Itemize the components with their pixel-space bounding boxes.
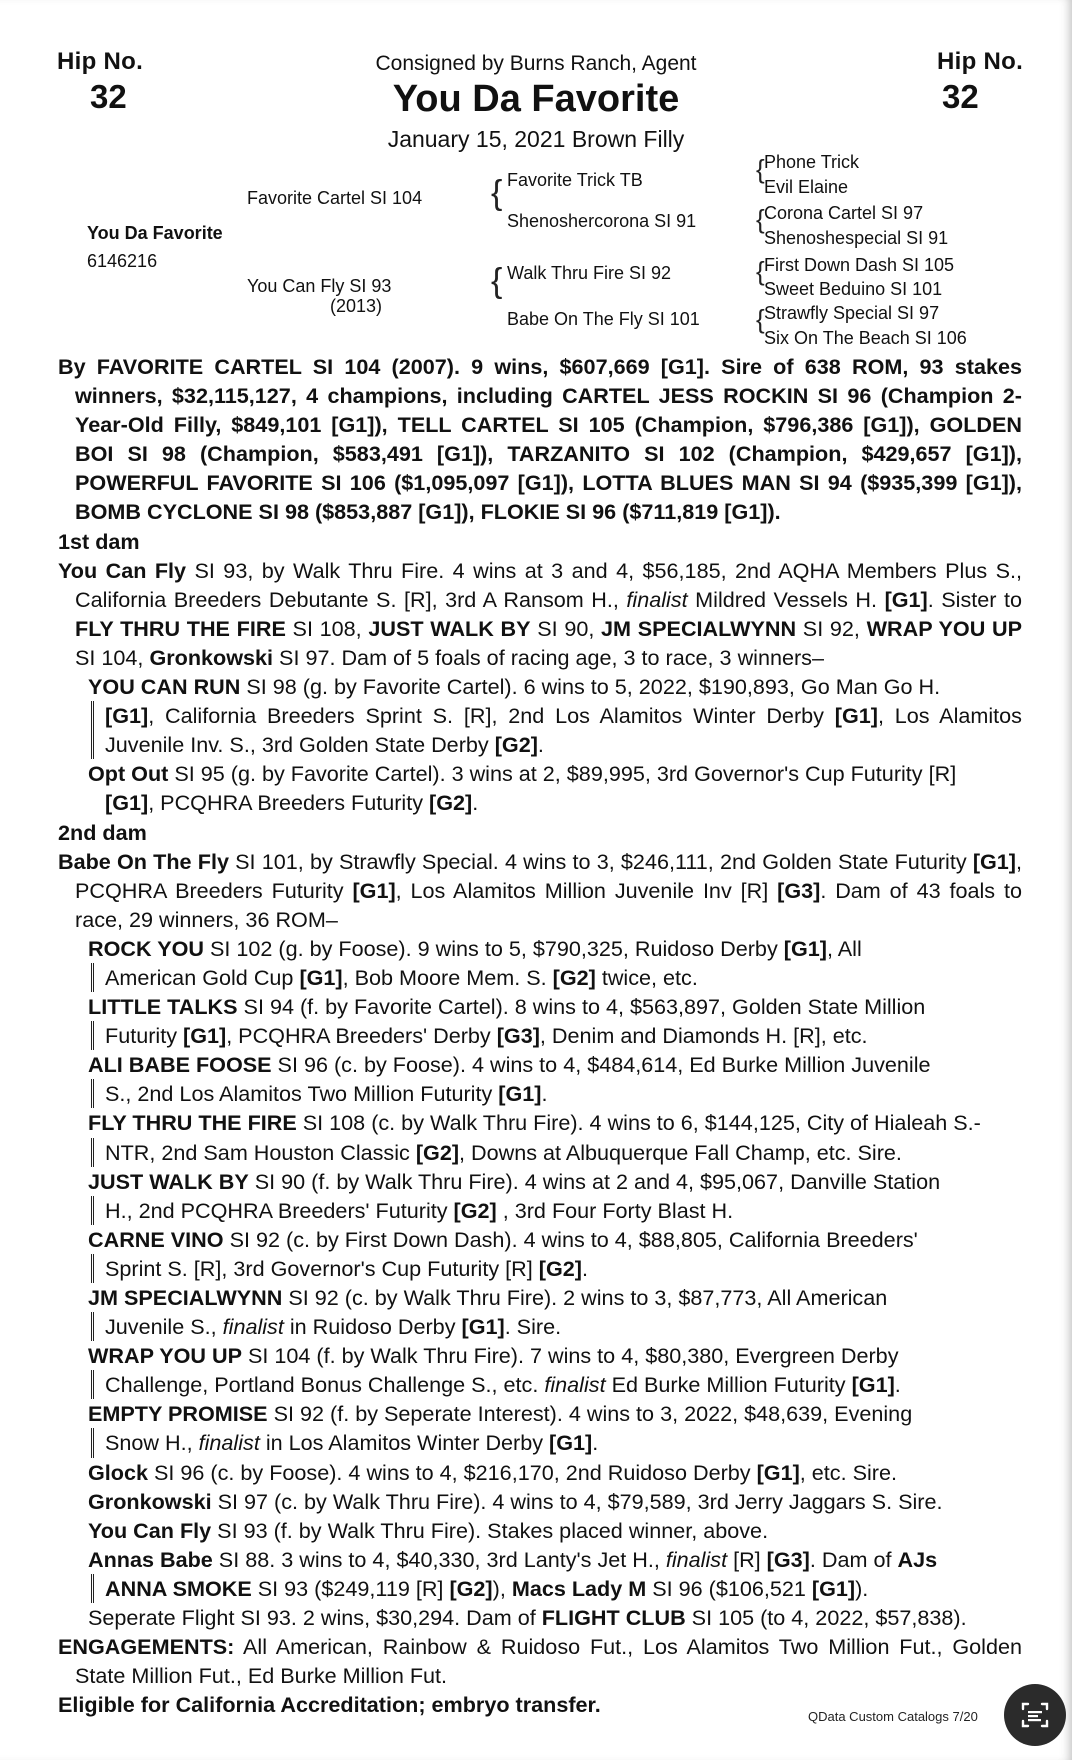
offspring-you-can-fly: You Can Fly SI 93 (f. by Walk Thru Fire). Stakes placed winner, above. (88, 1517, 769, 1543)
first-dam-name: You Can Fly (58, 557, 187, 583)
offspring-wrap-you-up: WRAP YOU UP SI 104 (f. by Walk Thru Fire). 7 wins to 4, $80,380, Evergreen Derby Challenge, Portland Bonus Challenge S., etc. finalist Ed Burke Million Futurity [G1]. (88, 1341, 1022, 1399)
pedigree-g6: Sweet Beduino SI 101 (764, 279, 943, 299)
offspring-seperate-flight: Seperate Flight SI 93. 2 wins, $30,294. Dam of FLIGHT CLUB SI 105 (to 4, 2022, $57,838). (88, 1605, 967, 1631)
offspring-gronkowski: Gronkowski SI 97 (c. by Walk Thru Fire). 4 wins to 4, $79,589, 3rd Jerry Jaggars S. Sire. (88, 1488, 943, 1514)
eligibility-line: Eligible for California Accreditation; embryo transfer. (58, 1692, 601, 1718)
pedigree-g2: Evil Elaine (764, 177, 849, 197)
engagements-label: ENGAGEMENTS: (58, 1634, 235, 1660)
offspring-glock: Glock SI 96 (c. by Foose). 4 wins to 4, $216,170, 2nd Ruidoso Derby [G1], etc. Sire. (88, 1459, 897, 1485)
catalog-body (58, 352, 1022, 1719)
first-dam-heading: 1st dam (58, 528, 140, 554)
offspring-opt-out: Opt Out SI 95 (g. by Favorite Cartel). 3 wins at 2, $89,995, 3rd Governor's Cup Futurity [R] [G1], PCQHRA Breeders Futurity [G2]. (88, 761, 957, 816)
offspring-little-talks: LITTLE TALKS SI 94 (f. by Favorite Cartel). 8 wins to 4, $563,897, Golden State Million Futurity [G1], PCQHRA Breeders' Derby [G3], Denim and Diamonds H. [R], etc. (88, 992, 1022, 1050)
footer-brand: QData Custom Catalogs 7/20 (808, 1709, 978, 1724)
brace-g2: { (756, 204, 765, 234)
offspring-carne-vino: CARNE VINO SI 92 (c. by First Down Dash). 4 wins to 4, $88,805, California Breeders' Sprint S. [R], 3rd Governor's Cup Futurity [R] [G2]. (88, 1225, 1022, 1283)
sire-paragraph: By FAVORITE CARTEL SI 104 (2007). 9 wins, $607,669 [G1]. Sire of 638 ROM, 93 stakes winners, $32,115,127, 4 champions, including CARTEL JESS ROCKIN SI 96 (Champion 2-Year-Old Filly, $849,101 [G1]), TELL CARTEL SI 105 (Champion, $796,386 [G1]), GOLDEN BOI SI 98 (Champion, $583,491 [G1]), TARZANITO SI 102 (Champion, $429,657 [G1]), POWERFUL FAVORITE SI 106 ($1,095,097 [G1]), LOTTA BLUES MAN SI 94 ($935,399 [G1]), BOMB CYCLONE SI 98 ($853,887 [G1]), FLOKIE SI 96 ($711,819 [G1]). (58, 354, 1022, 525)
pedigree-g3: Corona Cartel SI 97 (764, 203, 924, 223)
hip-label-right: Hip No. (937, 48, 1024, 75)
offspring-jm-specialwynn: JM SPECIALWYNN SI 92 (c. by Walk Thru Fire). 2 wins to 3, $87,773, All American Juvenile S., finalist in Ruidoso Derby [G1]. Sire. (88, 1283, 1022, 1341)
brace-g4: { (756, 304, 765, 334)
offspring-fly-thru-the-fire: FLY THRU THE FIRE SI 108 (c. by Walk Thru Fire). 4 wins to 6, $144,125, City of Hialeah S.- NTR, 2nd Sam Houston Classic [G2], Downs at Albuquerque Fall Champ, etc. Sire. (88, 1108, 1022, 1166)
document-scan-icon (1020, 1700, 1050, 1730)
pedigree-dam-sire: Walk Thru Fire SI 92 (507, 263, 672, 283)
first-dam-paragraph: You Can Fly SI 93, by Walk Thru Fire. 4 wins at 3 and 4, $56,185, 2nd AQHA Members Plus S., California Breeders Debutante S. [R], 3rd A Ransom H., finalist Mildred Vessels H. [G1]. Sister to FLY THRU THE FIRE SI 108, JUST WALK BY SI 90, JM SPECIALWYNN SI 92, WRAP YOU UP SI 104, Gronkowski SI 97. Dam of 5 foals of racing age, 3 to race, 3 winners– (58, 557, 1023, 670)
pedigree-dam-dam: Babe On The Fly SI 101 (507, 309, 700, 329)
brace-dam: { (491, 262, 503, 300)
pedigree-sire: Favorite Cartel SI 104 (247, 188, 423, 208)
hip-number-right: 32 (942, 78, 979, 115)
hip-number-left: 32 (90, 78, 127, 115)
offspring-ali-babe-foose: ALI BABE FOOSE SI 96 (c. by Foose). 4 wins to 4, $484,614, Ed Burke Million Juvenile S., 2nd Los Alamitos Two Million Futurity [G1]. (88, 1050, 1022, 1108)
pedigree-sire-sire: Favorite Trick TB (507, 170, 643, 190)
engagements-paragraph (58, 1632, 1022, 1690)
engagements-text: All American, Rainbow & Ruidoso Fut., Los Alamitos Two Million Fut., Golden State Million Fut., Ed Burke Million Fut. (75, 1634, 1022, 1689)
brace-g1: { (756, 154, 765, 184)
scan-document-button[interactable] (1004, 1684, 1066, 1746)
hip-label-left: Hip No. (57, 48, 144, 75)
offspring-rock-you: ROCK YOU SI 102 (g. by Foose). 9 wins to 5, $790,325, Ruidoso Derby [G1], All American Gold Cup [G1], Bob Moore Mem. S. [G2] twice, etc. (88, 934, 1022, 992)
brace-sire: { (491, 174, 503, 212)
offspring-annas-babe: Annas Babe SI 88. 3 wins to 4, $40,330, 3rd Lanty's Jet H., finalist [R] [G3]. Dam of AJs ANNA SMOKE SI 93 ($249,119 [R] [G2]), Macs Lady M SI 96 ($106,521 [G1]). (88, 1545, 1022, 1603)
pedigree-dam: You Can Fly SI 93 (247, 276, 392, 296)
consignor-line: Consigned by Burns Ranch, Agent (375, 52, 697, 75)
pedigree-sire-dam: Shenoshercorona SI 91 (507, 211, 697, 231)
pedigree-g5: First Down Dash SI 105 (764, 255, 955, 275)
second-dam-paragraph: Babe On The Fly SI 101, by Strawfly Special. 4 wins to 3, $246,111, 2nd Golden State Futurity [G1], PCQHRA Breeders Futurity [G1], Los Alamitos Million Juvenile Inv [R] [G3]. Dam of 43 foals to race, 29 winners, 36 ROM– (58, 848, 1022, 932)
offspring-just-walk-by: JUST WALK BY SI 90 (f. by Walk Thru Fire). 4 wins at 2 and 4, $95,067, Danville Station H., 2nd PCQHRA Breeders' Futurity [G2] , 3rd Four Forty Blast H. (88, 1167, 1022, 1225)
pedigree-horse: You Da Favorite (87, 223, 223, 243)
pedigree-reg-no: 6146216 (87, 251, 158, 271)
pedigree-g4: Shenoshespecial SI 91 (764, 228, 949, 248)
foal-info: January 15, 2021 Brown Filly (387, 126, 685, 152)
horse-name-title: You Da Favorite (392, 78, 680, 120)
second-dam-heading: 2nd dam (58, 819, 147, 845)
pedigree-g8: Six On The Beach SI 106 (764, 328, 967, 348)
offspring-empty-promise: EMPTY PROMISE SI 92 (f. by Seperate Interest). 4 wins to 3, 2022, $48,639, Evening Snow H., finalist in Los Alamitos Winter Derby [G1]. (88, 1399, 1022, 1457)
pedigree-g1: Phone Trick (764, 152, 860, 172)
pedigree-dam-year: (2013) (330, 296, 383, 316)
pedigree-g7: Strawfly Special SI 97 (764, 303, 940, 323)
offspring-you-can-run: YOU CAN RUN SI 98 (g. by Favorite Cartel). 6 wins to 5, 2022, $190,893, Go Man Go H. [G1], California Breeders Sprint S. [R], 2nd Los Alamitos Winter Derby [G1], Los Alamitos Juvenile Inv. S., 3rd Golden State Derby [G2]. (88, 672, 1022, 759)
brace-g3: { (756, 256, 765, 286)
